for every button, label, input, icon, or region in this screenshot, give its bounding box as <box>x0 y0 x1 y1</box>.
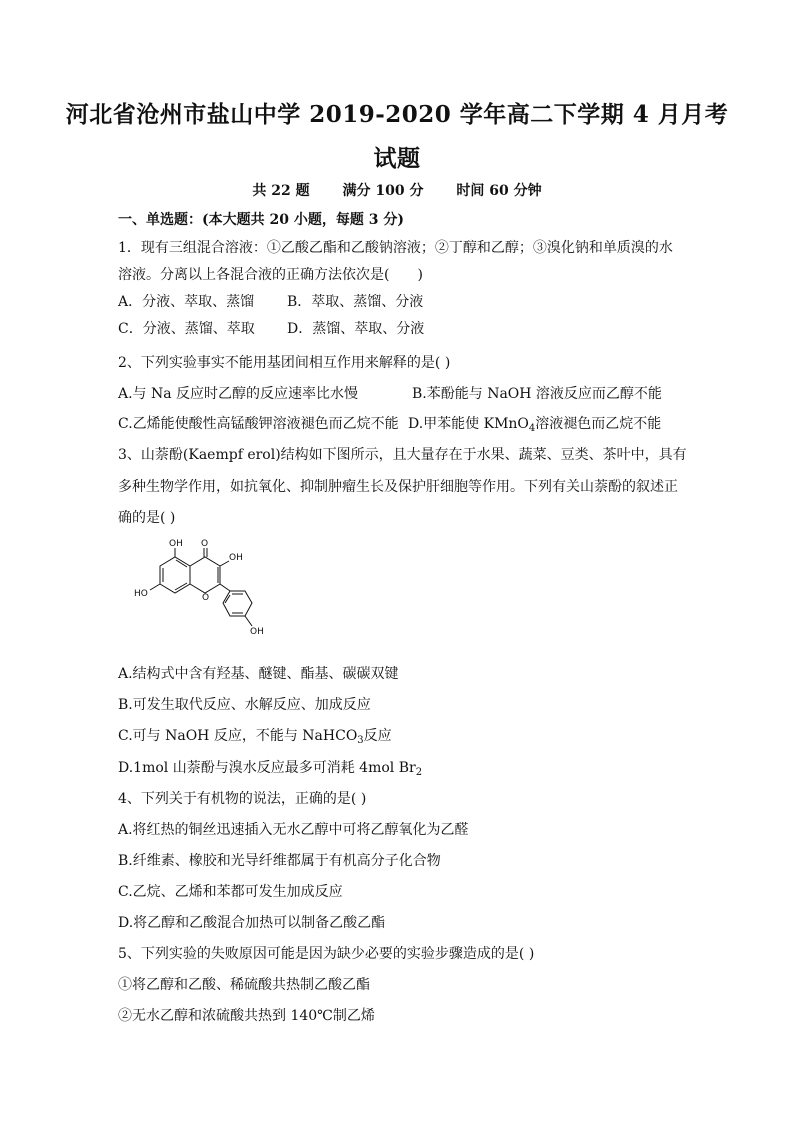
q3-stem-line3: 确的是( ) <box>118 510 176 526</box>
q1-stem-line1: 1．现有三组混合溶液：①乙酸乙酯和乙酸钠溶液；②丁醇和乙醇；③溴化钠和单质溴的水 <box>118 240 673 256</box>
mol-label-oh-bottom: OH <box>250 627 264 637</box>
page-title: 河北省沧州市盐山中学 2019-2020 学年高二下学期 4 月月考 <box>65 101 729 128</box>
page-title-line2: 试题 <box>373 145 421 172</box>
q1-stem-line2: 溶液。分离以上各混合液的正确方法依次是( ) <box>118 267 423 283</box>
q2-option-c: C.乙烯能使酸性高锰酸钾溶液褪色而乙烷不能 <box>118 416 399 432</box>
q4-option-c: C.乙烷、乙烯和苯都可发生加成反应 <box>118 884 343 900</box>
section-heading: 一、单选题：(本大题共 20 小题，每题 3 分) <box>118 212 404 228</box>
q1-option-c: C．分液、蒸馏、萃取 <box>118 321 255 337</box>
mol-label-oh-top: OH <box>169 539 183 549</box>
q3-option-c: C.可与 NaOH 反应，不能与 NaHCO$_3$反应 <box>118 728 392 746</box>
time-limit: 时间 60 分钟 <box>456 183 542 199</box>
q2-option-d: D.甲苯能使 KMnO$_4$溶液褪色而乙烷不能 <box>408 416 662 434</box>
mol-label-o-ring: O <box>202 593 210 603</box>
q1-option-d: D．蒸馏、萃取、分液 <box>287 321 425 337</box>
q4-stem: 4、下列关于有机物的说法，正确的是( ) <box>118 791 367 807</box>
q3-stem-line2: 多种生物学作用，如抗氧化、抑制肿瘤生长及保护肝细胞等作用。下列有关山萘酚的叙述正 <box>118 479 678 495</box>
q5-stem: 5、下列实验的失败原因可能是因为缺少必要的实验步骤造成的是( ) <box>118 946 535 962</box>
q5-item-2: ②无水乙醇和浓硫酸共热到 140℃制乙烯 <box>118 1008 375 1024</box>
mol-label-ho-left: HO <box>134 589 148 599</box>
q3-option-a: A.结构式中含有羟基、醚键、酯基、碳碳双键 <box>118 666 399 682</box>
q2-option-b: B.苯酚能与 NaOH 溶液反应而乙醇不能 <box>412 386 662 402</box>
question-count: 共 22 题 <box>252 183 310 199</box>
q3-stem-line1: 3、山萘酚(Kaempf erol)结构如下图所示，且大量存在于水果、蔬菜、豆类、茶叶中，具有 <box>118 447 687 463</box>
exam-meta <box>0 180 794 200</box>
q4-option-b: B.纤维素、橡胶和光导纤维都属于有机高分子化合物 <box>118 853 441 869</box>
kaempferol-structure-diagram <box>130 538 280 638</box>
mol-label-oh-right: OH <box>229 553 243 563</box>
q2-option-a: A.与 Na 反应时乙醇的反应速率比水慢 <box>118 386 359 402</box>
mol-label-o-carbonyl: O <box>201 539 209 549</box>
q4-option-a: A.将红热的铜丝迅速插入无水乙醇中可将乙醇氧化为乙醛 <box>118 822 469 838</box>
kaempferol-structure-svg <box>130 538 280 638</box>
q2-stem: 2、下列实验事实不能用基团间相互作用来解释的是( ) <box>118 355 451 371</box>
q3-option-d: D.1mol 山萘酚与溴水反应最多可消耗 4mol $Br_2$ <box>118 760 423 778</box>
q1-option-a: A．分液、萃取、蒸馏 <box>118 294 255 310</box>
q1-option-b: B．萃取、蒸馏、分液 <box>287 294 424 310</box>
full-score: 满分 100 分 <box>342 183 424 199</box>
q3-option-b: B.可发生取代反应、水解反应、加成反应 <box>118 697 371 713</box>
q4-option-d: D.将乙醇和乙酸混合加热可以制备乙酸乙酯 <box>118 915 386 931</box>
q5-item-1: ①将乙醇和乙酸、稀硫酸共热制乙酸乙酯 <box>118 977 370 993</box>
